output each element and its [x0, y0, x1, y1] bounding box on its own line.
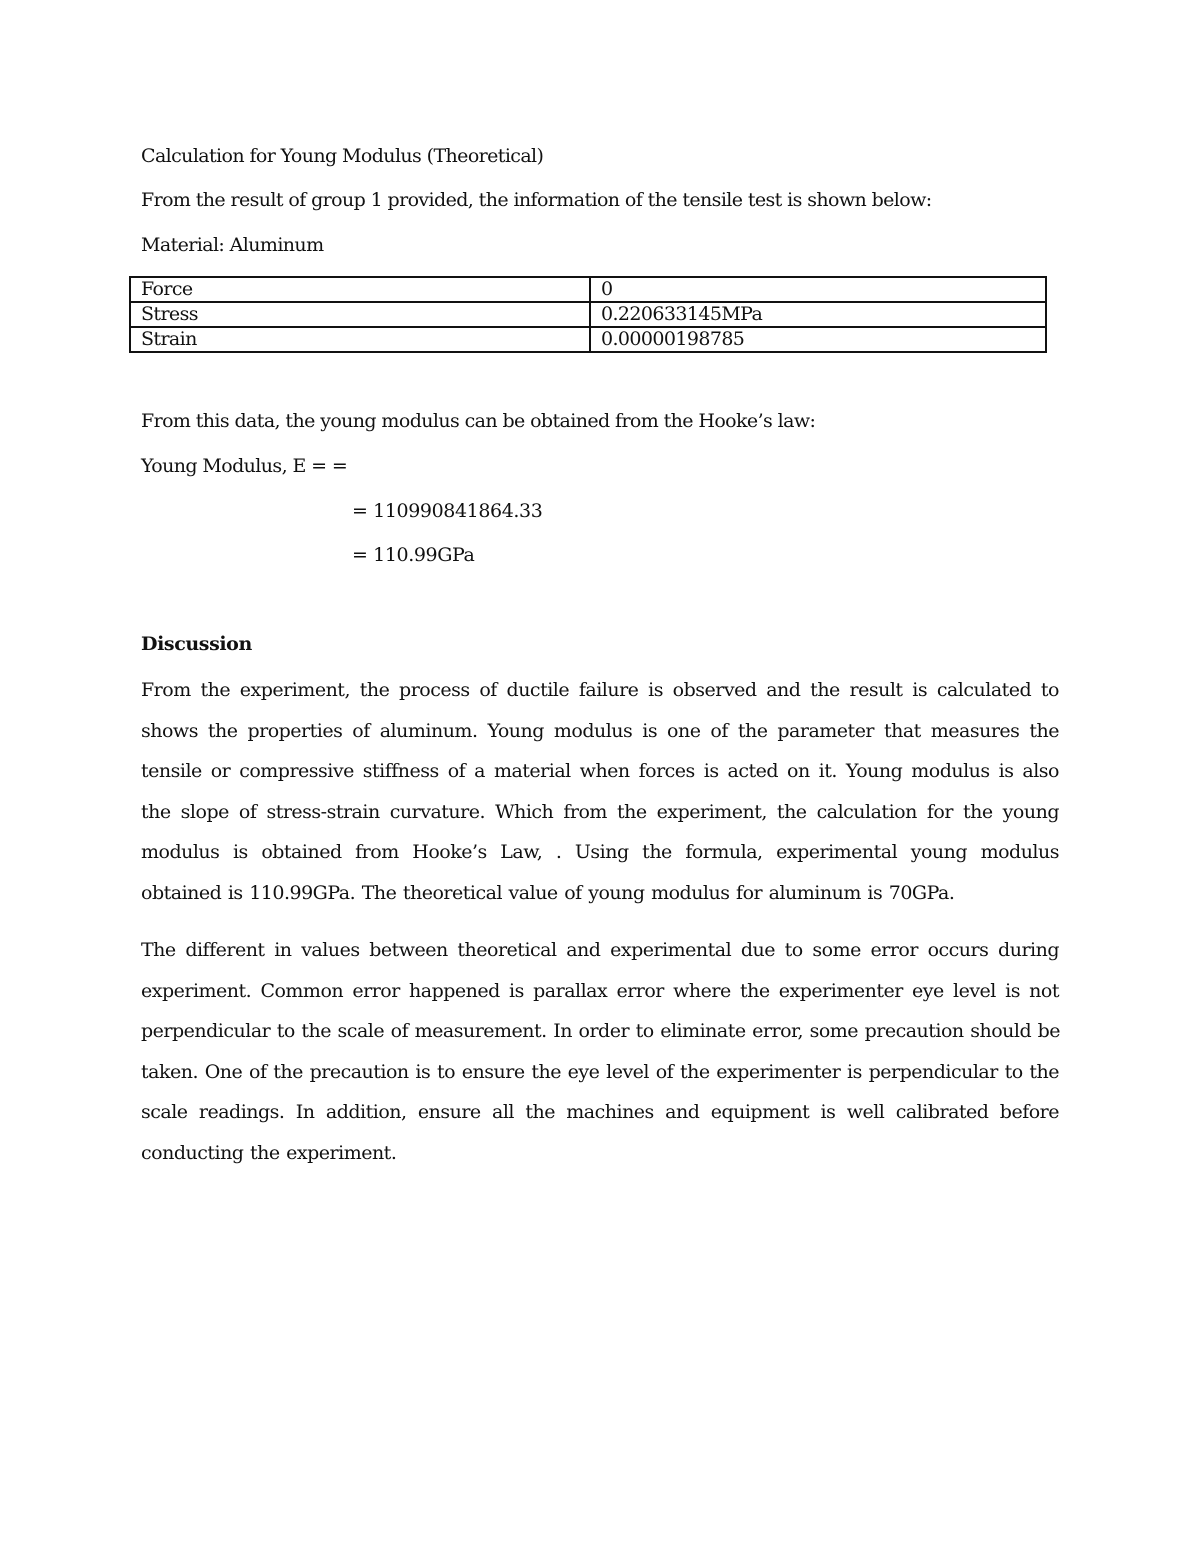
- paragraph-line: scale readings. In addition, ensure all the machines and equipment is well calibrated before: [141, 1101, 1059, 1124]
- paragraph-line: The different in values between theoretical and experimental due to some error occurs during: [141, 939, 1059, 961]
- paragraph-line: obtained is 110.99GPa. The theoretical value of young modulus for aluminum is 70GPa.: [141, 881, 955, 904]
- paragraph-line: conducting the experiment.: [141, 1141, 397, 1164]
- paragraph-line: tensile or compressive stiffness of a material when forces is acted on it. Young modulus is also: [141, 760, 1059, 783]
- result-gpa: = 110.99GPa: [352, 544, 475, 566]
- table-row: [130, 327, 1046, 352]
- young-modulus-formula: Young Modulus, E = =: [141, 455, 348, 477]
- table-row: [130, 277, 1046, 302]
- table-cell-label: Force: [130, 277, 590, 302]
- tensile-data-table: [129, 276, 1047, 353]
- table-cell-value: 0.220633145MPa: [590, 302, 1046, 327]
- calculation-lead: From this data, the young modulus can be obtained from the Hooke’s law:: [141, 410, 816, 432]
- discussion-paragraph-2: [141, 938, 1059, 1182]
- table-cell-label: Strain: [130, 327, 590, 352]
- paragraph-line: experiment. Common error happened is parallax error where the experimenter eye level is not: [141, 979, 1059, 1002]
- intro-text: From the result of group 1 provided, the information of the tensile test is shown below:: [141, 189, 932, 211]
- paragraph-line: shows the properties of aluminum. Young modulus is one of the parameter that measures the: [141, 719, 1059, 742]
- table-cell-value: 0: [590, 277, 1046, 302]
- paragraph-line: From the experiment, the process of ductile failure is observed and the result is calculated to: [141, 679, 1059, 701]
- table-row: [130, 302, 1046, 327]
- paragraph-line: modulus is obtained from Hooke’s Law, . Using the formula, experimental young modulus: [141, 841, 1059, 864]
- paragraph-line: perpendicular to the scale of measurement. In order to eliminate error, some precaution should be: [141, 1020, 1061, 1043]
- table-cell-value: 0.00000198785: [590, 327, 1046, 352]
- paragraph-line: the slope of stress-strain curvature. Which from the experiment, the calculation for the young: [141, 800, 1059, 823]
- material-text: Material: Aluminum: [141, 234, 324, 256]
- table-cell-label: Stress: [130, 302, 590, 327]
- paragraph-line: taken. One of the precaution is to ensure the eye level of the experimenter is perpendicular to the: [141, 1060, 1059, 1083]
- result-pascal: = 110990841864.33: [352, 500, 543, 522]
- discussion-paragraph-1: [141, 678, 1059, 922]
- discussion-heading: Discussion: [141, 633, 252, 655]
- page-title: Calculation for Young Modulus (Theoretical): [141, 145, 544, 167]
